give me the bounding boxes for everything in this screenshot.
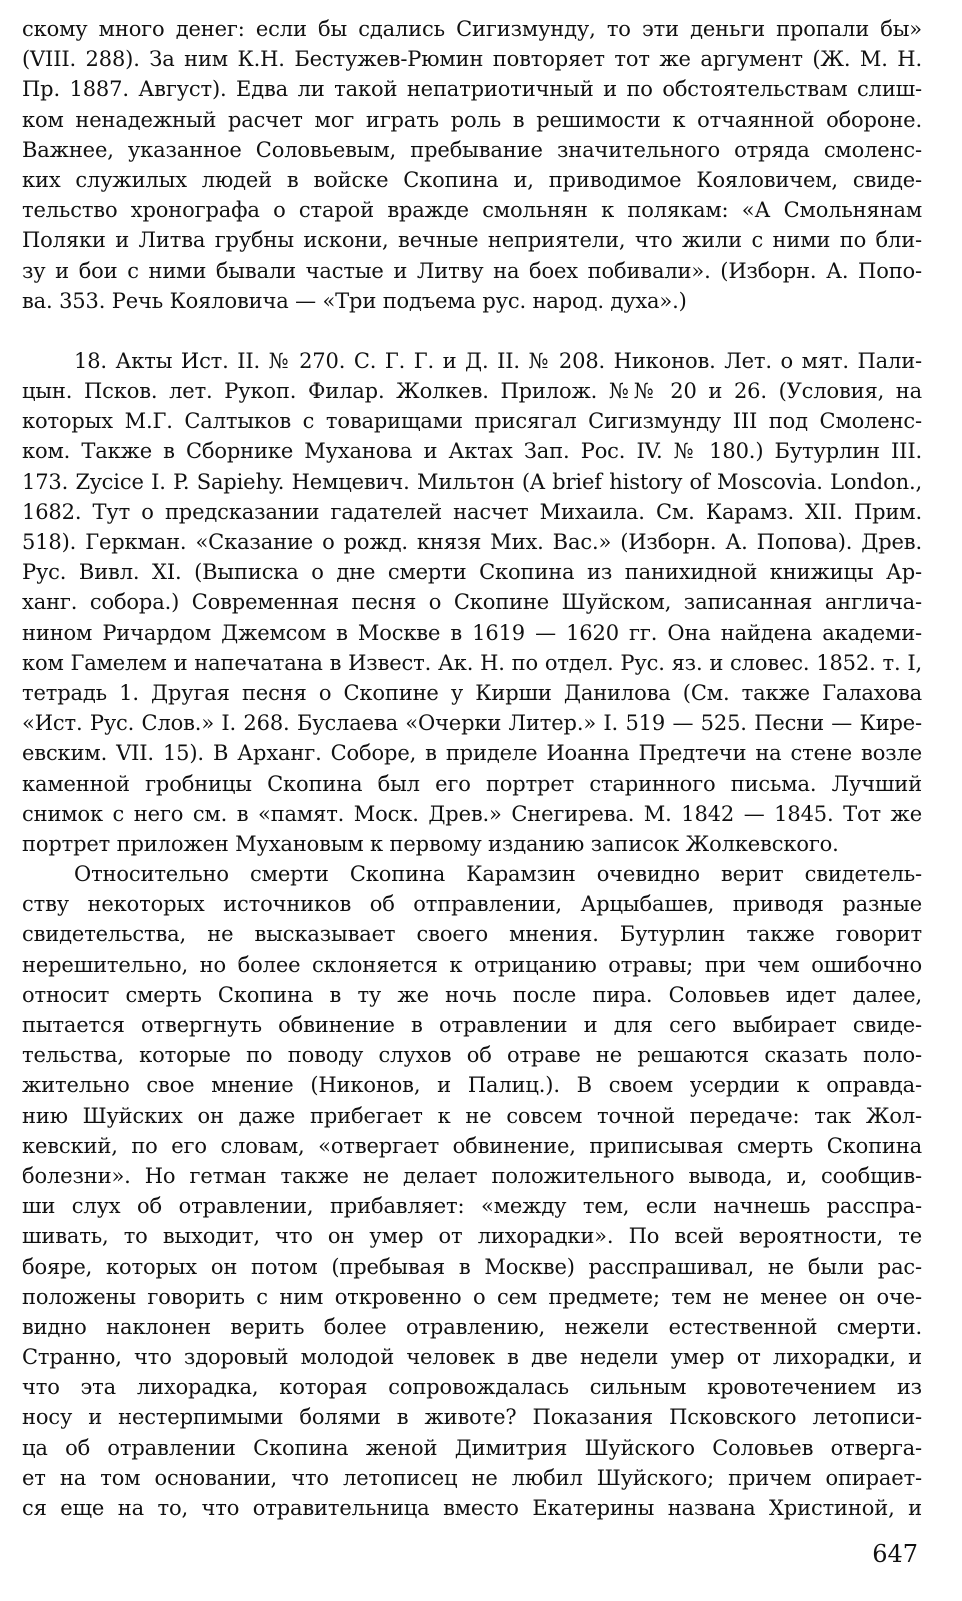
text-line: ком. Также в Сборнике Муханова и Актах Зап. Рос. IV. № 180.) Бутурлин III. (22, 439, 922, 464)
text-line: ких служилых людей в войске Скопина и, приводимое Кояловичем, свиде- (22, 167, 922, 192)
paragraph-gap (22, 316, 922, 346)
text-line: 18. Акты Ист. II. № 270. С. Г. Г. и Д. II. № 208. Никонов. Лет. о мят. Пали- (74, 348, 922, 373)
text-line: шивать, то выходит, что он умер от лихорадки». По всей вероятности, те (22, 1224, 922, 1249)
text-line: снимок с него см. в «памят. Моск. Древ.» Снегирева. М. 1842 — 1845. Тот же (22, 801, 922, 826)
text-line: положены говорить с ним откровенно о сем предмете; тем не менее он оче- (22, 1284, 922, 1309)
text-line: ши слух об отравлении, прибавляет: «между тем, если начнешь расспра- (22, 1194, 922, 1219)
text-line: ся еще на то, что отравительница вместо Екатерины названа Христиной, и (22, 1496, 922, 1520)
text-line: 1682. Тут о предсказании гадателей насчет Михаила. См. Карамз. XII. Прим. (22, 499, 922, 524)
page-text (22, 14, 922, 1523)
text-line: Странно, что здоровый молодой человек в две недели умер от лихорадки, и (22, 1345, 922, 1370)
text-line: бояре, которых он потом (пребывая в Москве) расспрашивал, не были рас- (22, 1254, 922, 1279)
paragraph-1 (22, 14, 922, 316)
text-line: скому много денег: если бы сдались Сигизмунду, то эти деньги пропали бы» (22, 17, 922, 41)
text-line: ханг. собора.) Современная песня о Скопине Шуйском, записанная англича- (22, 590, 922, 615)
page-number: 647 (872, 1540, 918, 1568)
text-line: 173. Zycice I. P. Sapiehy. Немцевич. Мильтон (A brief history of Moscovia. London., (22, 469, 922, 494)
text-line: евским. VII. 15). В Арханг. Соборе, в приделе Иоанна Предтечи на стене возле (22, 741, 922, 766)
text-line: ству некоторых источников об отправлении, Арцыбашев, приводя разные (22, 892, 922, 917)
text-line: Рус. Вивл. XI. (Выписка о дне смерти Скопина из панихидной книжицы Ар- (22, 560, 922, 585)
text-line: 518). Геркман. «Сказание о рожд. князя Мих. Вас.» (Изборн. А. Попова). Древ. (22, 530, 922, 554)
text-line: Поляки и Литва грубны искони, вечные неприятели, что жили с ними по бли- (22, 228, 922, 253)
text-line: «Ист. Рус. Слов.» I. 268. Буслаева «Очерки Литер.» I. 519 — 525. Песни — Кире- (22, 711, 922, 736)
text-line: кевский, по его словам, «отвергает обвинение, приписывая смерть Скопина (22, 1133, 922, 1158)
text-line: портрет приложен Мухановым к первому изданию записок Жолкевского. (22, 831, 839, 856)
text-line: ет на том основании, что летописец не любил Шуйского; причем опирает- (22, 1465, 922, 1490)
text-line: видно наклонен верить более отравлению, нежели естественной смерти. (22, 1314, 922, 1339)
text-line: зу и бои с ними бывали частые и Литву на боех побивали». (Изборн. А. Попо- (22, 258, 922, 283)
text-line: Относительно смерти Скопина Карамзин очевидно верит свидетель- (74, 862, 922, 887)
paragraph-2 (22, 346, 922, 859)
text-line: Пр. 1887. Август). Едва ли такой непатриотичный и по обстоятельствам слиш- (22, 77, 922, 102)
text-line: нию Шуйских он даже прибегает к не совсем точной передаче: так Жол- (22, 1103, 922, 1128)
text-line: свидетельства, не высказывает своего мнения. Бутурлин также говорит (22, 922, 922, 947)
text-line: жительно свое мнение (Никонов, и Палиц.). В своем усердии к оправда- (22, 1073, 922, 1098)
text-line: пытается отвергнуть обвинение в отравлении и для сего выбирает свиде- (22, 1013, 922, 1037)
text-line: ком ненадежный расчет мог играть роль в решимости к отчаянной обороне. (22, 107, 922, 132)
text-line: цын. Псков. лет. Рукоп. Филар. Жолкев. Прилож. №№ 20 и 26. (Условия, на (22, 379, 922, 404)
text-line: нерешительно, но более склоняется к отрицанию отравы; при чем ошибочно (22, 952, 922, 977)
text-line: ца об отравлении Скопина женой Димитрия Шуйского Соловьев отверга- (22, 1435, 922, 1460)
text-line: нином Ричардом Джемсом в Москве в 1619 — 1620 гг. Она найдена академи- (22, 620, 922, 645)
text-line: Важнее, указанное Соловьевым, пребывание значительного отряда смоленс- (22, 137, 922, 162)
paragraph-3 (22, 859, 922, 1523)
text-line: (VIII. 288). За ним К.Н. Бестужев-Рюмин повторяет тот же аргумент (Ж. М. Н. (22, 47, 922, 72)
text-line: носу и нестерпимыми болями в животе? Показания Псковского летописи- (22, 1405, 922, 1430)
text-line: тельство хронографа о старой вражде смольнян к полякам: «А Смольнянам (22, 198, 922, 223)
text-line: относит смерть Скопина в ту же ночь после пира. Соловьев идет далее, (22, 982, 922, 1007)
text-line: тетрадь 1. Другая песня о Скопине у Кирши Данилова (См. также Галахова (22, 680, 922, 705)
text-line: ком Гамелем и напечатана в Извест. Ак. Н. по отдел. Рус. яз. и словес. 1852. т. I, (22, 650, 922, 675)
text-line: которых М.Г. Салтыков с товарищами присягал Сигизмунду III под Смоленс- (22, 409, 922, 434)
text-line: ва. 353. Речь Кояловича — «Три подъема рус. народ. духа».) (22, 288, 687, 313)
text-line: что эта лихорадка, которая сопровождалась сильным кровотечением из (22, 1375, 922, 1400)
text-line: болезни». Но гетман также не делает положительного вывода, и, сообщив- (22, 1163, 922, 1188)
text-line: каменной гробницы Скопина был его портрет старинного письма. Лучший (22, 771, 922, 796)
text-line: тельства, которые по поводу слухов об отраве не решаются сказать поло- (22, 1043, 922, 1068)
